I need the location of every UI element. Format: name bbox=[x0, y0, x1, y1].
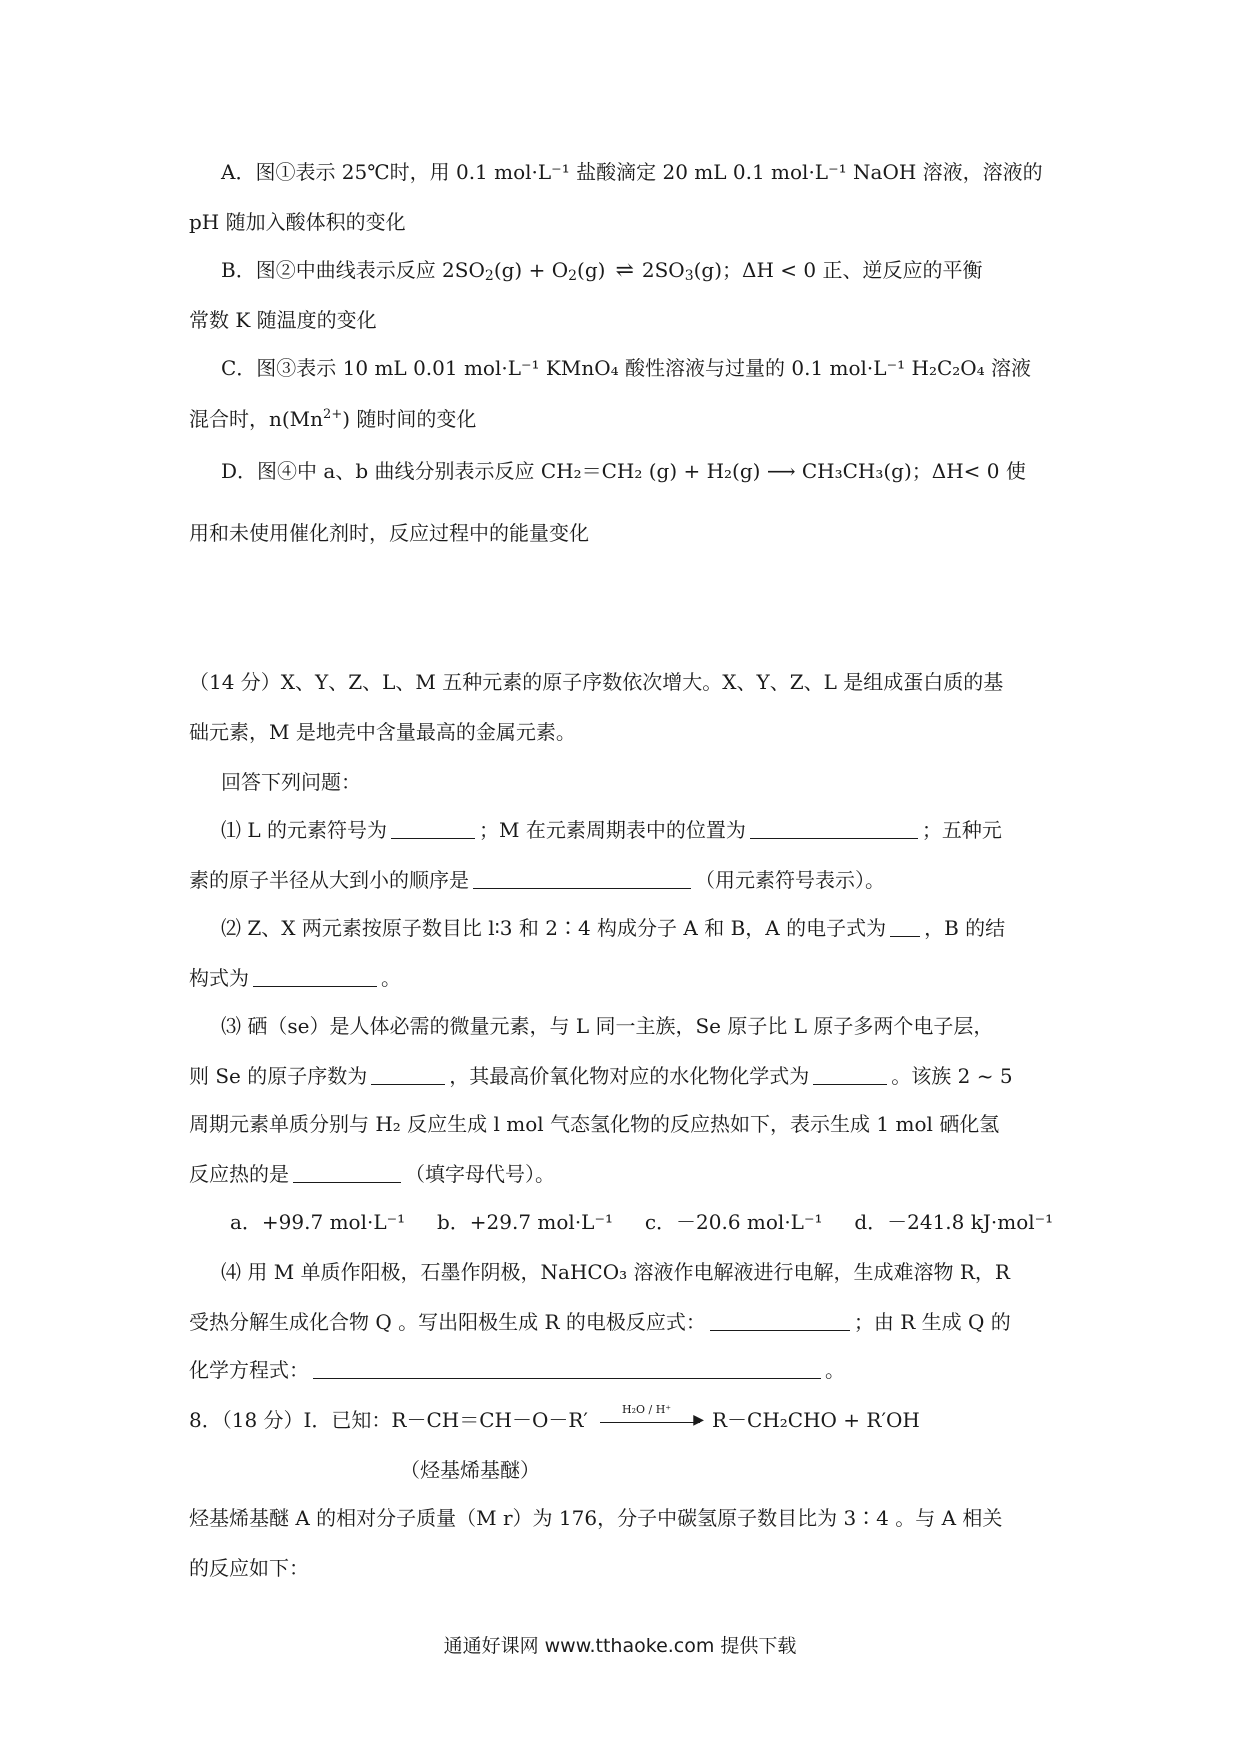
q7-text: 化学方程式： bbox=[189, 1358, 309, 1382]
q7-text: ；由 R 生成 Q 的 bbox=[853, 1310, 1011, 1334]
q7-text: 素的原子半径从大到小的顺序是 bbox=[189, 868, 469, 892]
subscript: 3 bbox=[684, 267, 694, 284]
option-c-line-1: C．图③表示 10 mL 0.01 mol·L⁻¹ KMnO₄ 酸性溶液与过量的 0.1 mol·L⁻¹ H₂C₂O₄ 溶液 bbox=[221, 356, 1032, 380]
q7-intro-line-1: （14 分）X、Y、Z、L、M 五种元素的原子序数依次增大。X、Y、Z、L 是组成蛋白质的基 bbox=[189, 670, 1004, 694]
answer-blank[interactable] bbox=[391, 837, 475, 839]
q7-text: 。该族 2 ~ 5 bbox=[891, 1064, 1013, 1088]
q7-text: 。 bbox=[825, 1358, 845, 1382]
page-footer: 通通好课网 www.tthaoke.com 提供下载 bbox=[443, 1635, 797, 1657]
q7-part3-line-3: 周期元素单质分别与 H₂ 反应生成 l mol 气态氢化物的反应热如下，表示生成 1 mol 硒化氢 bbox=[189, 1112, 1000, 1136]
q7-part2-line-1 bbox=[221, 918, 1005, 938]
q7-text: （用元素符号表示）。 bbox=[695, 868, 885, 892]
q7-prompt: 回答下列问题： bbox=[221, 770, 361, 794]
answer-blank[interactable] bbox=[473, 887, 691, 889]
q8-line-1: 烃基烯基醚 A 的相对分子质量（M r）为 176，分子中碳氢原子数目比为 3∶4 。与 A 相关 bbox=[189, 1506, 1003, 1530]
q7-part2-line-2 bbox=[189, 968, 401, 988]
option-c-text: 混合时，n(Mn bbox=[189, 406, 324, 431]
subscript: 2 bbox=[484, 267, 494, 284]
option-d-line-1: D．图④中 a、b 曲线分别表示反应 CH₂＝CH₂ (g) + H₂(g) ⟶ CH₃CH₃(g)；ΔH< 0 使 bbox=[221, 459, 1026, 483]
q8-head-line bbox=[189, 1402, 920, 1432]
option-b-text: B．图②中曲线表示反应 2SO bbox=[221, 258, 485, 282]
superscript: 2+ bbox=[323, 407, 343, 422]
option-b-line-1 bbox=[221, 260, 982, 283]
q7-part3-line-4 bbox=[189, 1164, 555, 1184]
q7-part3-line-1: ⑶ 硒（se）是人体必需的微量元素，与 L 同一主族，Se 原子比 L 原子多两个电子层， bbox=[221, 1014, 994, 1038]
q7-part4-line-1: ⑷ 用 M 单质作阳极，石墨作阴极，NaHCO₃ 溶液作电解液进行电解，生成难溶物 R，R bbox=[221, 1260, 1010, 1284]
q7-part1-line-2 bbox=[189, 870, 885, 890]
reaction-arrow-icon: H₂O / H⁺ ▶ bbox=[600, 1420, 700, 1424]
q7-text: ⑵ Z、X 两元素按原子数目比 l∶3 和 2∶4 构成分子 A 和 B，A 的电子式为 bbox=[221, 916, 887, 940]
option-d-line-2: 用和未使用催化剂时，反应过程中的能量变化 bbox=[189, 521, 589, 545]
q7-intro-line-2: 础元素，M 是地壳中含量最高的金属元素。 bbox=[189, 720, 576, 744]
answer-blank[interactable] bbox=[750, 837, 918, 839]
q7-text: ；五种元 bbox=[921, 818, 1002, 842]
option-b-text: (g) bbox=[577, 258, 606, 282]
q7-text: 构式为 bbox=[189, 966, 249, 990]
option-b-text: (g) + O bbox=[493, 258, 569, 282]
option-c-text: ) 随时间的变化 bbox=[342, 406, 477, 431]
subscript: 2 bbox=[568, 267, 578, 284]
answer-blank[interactable] bbox=[890, 935, 920, 937]
q7-text: ；M 在元素周期表中的位置为 bbox=[479, 818, 746, 842]
q8-compound-name: （烃基烯基醚） bbox=[400, 1458, 540, 1482]
option-b-text: 2SO bbox=[641, 258, 685, 282]
q7-part3-line-2 bbox=[189, 1066, 1013, 1086]
reaction-condition: H₂O / H⁺ bbox=[621, 1402, 672, 1416]
option-b-line-2: 常数 K 随温度的变化 bbox=[189, 308, 377, 332]
q7-part4-line-2 bbox=[189, 1312, 1011, 1332]
option-a-line-2: pH 随加入酸体积的变化 bbox=[189, 210, 406, 234]
answer-blank[interactable] bbox=[313, 1377, 821, 1379]
option-b-text: (g)；ΔH < 0 正、逆反应的平衡 bbox=[693, 258, 983, 282]
q7-text: ⑴ L 的元素符号为 bbox=[221, 818, 387, 842]
q7-text: 。 bbox=[381, 966, 401, 990]
answer-blank[interactable] bbox=[813, 1083, 887, 1085]
q7-text: 受热分解生成化合物 Q 。写出阳极生成 R 的电极反应式： bbox=[189, 1310, 706, 1334]
q8-product: R－CH₂CHO + R′OH bbox=[711, 1408, 920, 1432]
answer-blank[interactable] bbox=[371, 1083, 445, 1085]
q7-part1-line-1 bbox=[221, 820, 1002, 840]
answer-blank[interactable] bbox=[710, 1329, 850, 1331]
answer-blank[interactable] bbox=[293, 1181, 401, 1183]
q8-line-2: 的反应如下： bbox=[189, 1556, 309, 1580]
q7-text: ，其最高价氧化物对应的水化物化学式为 bbox=[449, 1064, 810, 1088]
answer-blank[interactable] bbox=[253, 985, 377, 987]
option-a-line-1: A．图①表示 25℃时，用 0.1 mol·L⁻¹ 盐酸滴定 20 mL 0.1 mol·L⁻¹ NaOH 溶液，溶液的 bbox=[221, 160, 1043, 184]
q8-reactant: 8．（18 分）Ⅰ．已知：R－CH＝CH－O－R′ bbox=[189, 1408, 588, 1432]
q7-text: 反应热的是 bbox=[189, 1162, 289, 1186]
option-c-line-2 bbox=[189, 408, 476, 429]
q7-choices: a．+99.7 mol·L⁻¹ b．+29.7 mol·L⁻¹ c．－20.6 mol·L⁻¹ d．－241.8 kJ·mol⁻¹ bbox=[230, 1210, 1054, 1234]
q7-part4-line-3 bbox=[189, 1360, 845, 1380]
equilibrium-arrow-icon: ⇌ bbox=[615, 258, 632, 283]
q7-text: ，B 的结 bbox=[924, 916, 1006, 940]
q7-text: （填字母代号）。 bbox=[405, 1162, 555, 1186]
q7-text: 则 Se 的原子序数为 bbox=[189, 1064, 368, 1088]
